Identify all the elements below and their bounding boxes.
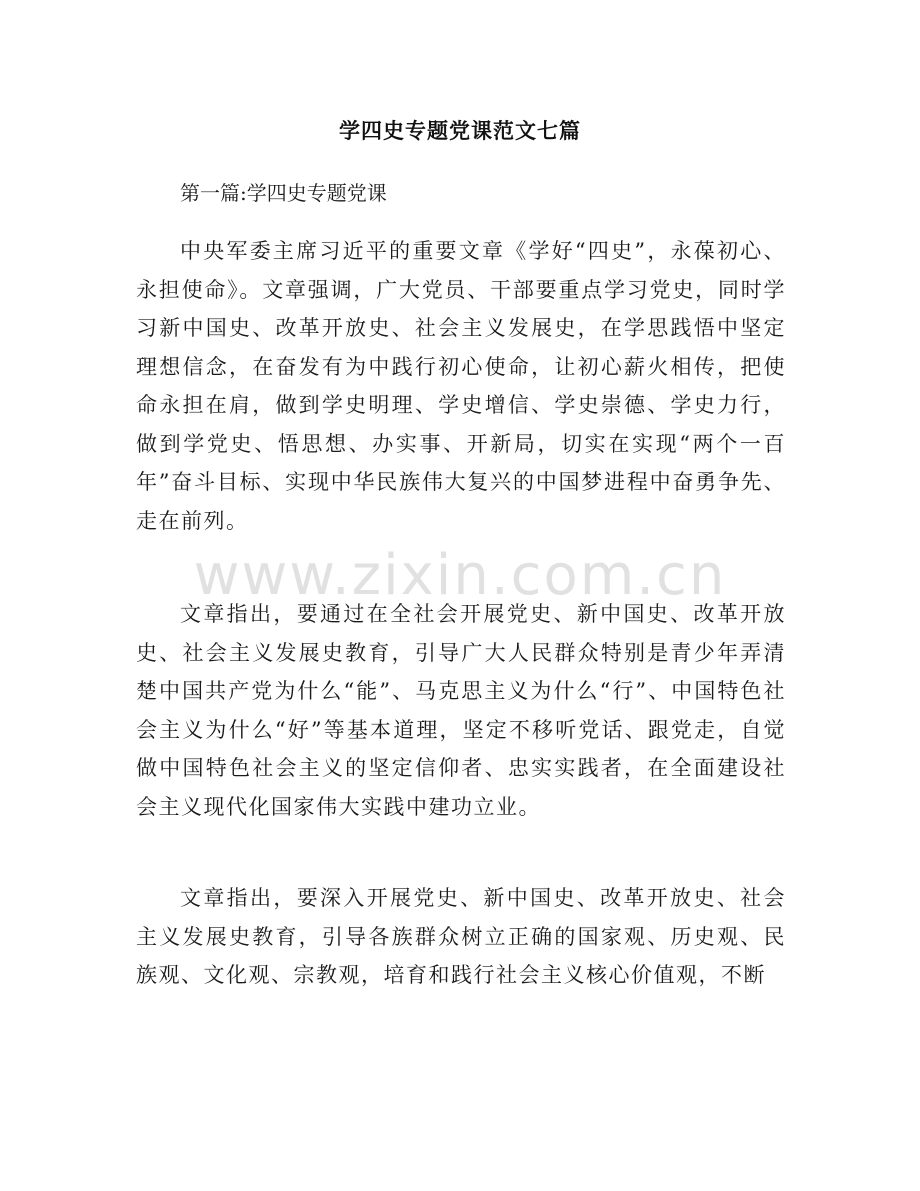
watermark: www.zixin.com.cn [193, 543, 727, 608]
document-title: 学四史专题党课范文七篇 [339, 119, 581, 143]
paragraph-3: 文章指出，要深入开展党史、新中国史、改革开放史、社会主义发展史教育，引导各族群众树立正确的国家观、历史观、民族观、文化观、宗教观，培育和践行社会主义核心价值观，不断 [136, 886, 786, 987]
paragraph-1: 中央军委主席习近平的重要文章《学好“四史”，永葆初心、永担使命》。文章强调，广大党员、干部要重点学习党史，同时学习新中国史、改革开放史、社会主义发展史，在学思践悟中坚定理想信念，在奋发有为中践行初心使命，让初心薪火相传，把使命永担在肩，做到学史明理、学史增信、学史崇德、学史力行，做到学党史、悟思想、办实事、开新局，切实在实现“两个一百年”奋斗目标、实现中华民族伟大复兴的中国梦进程中奋勇争先、走在前列。 [136, 239, 786, 533]
paragraph-2: 文章指出，要通过在全社会开展党史、新中国史、改革开放史、社会主义发展史教育，引导广大人民群众特别是青少年弄清楚中国共产党为什么“能”、马克思主义为什么“行”、中国特色社会主义为什么“好”等基本道理，坚定不移听党话、跟党走，自觉做中国特色社会主义的坚定信仰者、忠实实践者，在全面建设社会主义现代化国家伟大实践中建功立业。 [136, 602, 786, 819]
section-heading: 第一篇:学四史专题党课 [180, 181, 387, 205]
